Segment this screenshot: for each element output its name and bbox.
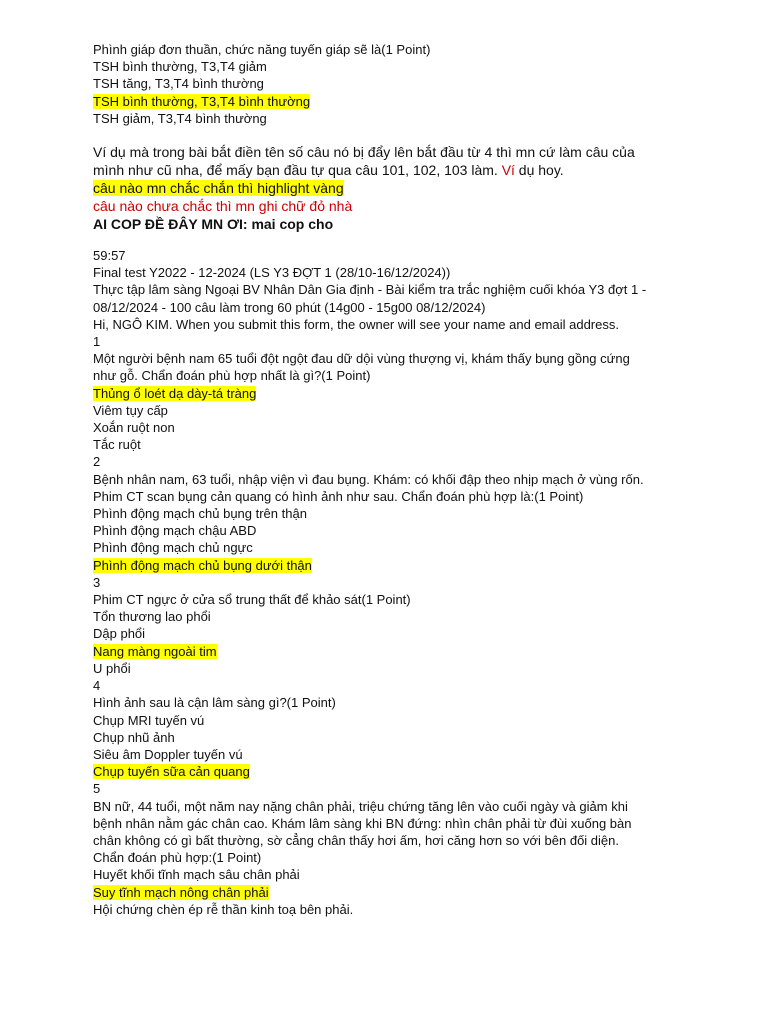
question-stem: Bệnh nhân nam, 63 tuổi, nhập viện vì đau bụng. Khám: có khối đập theo nhịp mạch ở vùng rốn. — [93, 471, 644, 487]
option: Viêm tụy cấp — [93, 402, 168, 418]
question-stem: Chẩn đoán phù hợp:(1 Point) — [93, 850, 262, 866]
question-stem: Một người bệnh nam 65 tuổi đột ngột đau dữ dội vùng thượng vị, khám thấy bụng gồng cứng — [93, 351, 630, 367]
example-note-red: Ví — [501, 162, 515, 179]
question-stem: như gỗ. Chẩn đoán phù hợp nhất là gì?(1 Point) — [93, 368, 371, 384]
bold-note: AI COP ĐỀ ĐÂY MN ƠI: mai cop cho — [93, 216, 334, 233]
option-highlighted: Nang màng ngoài tim — [93, 643, 217, 659]
option: Tắc ruột — [93, 437, 141, 453]
option: Siêu âm Doppler tuyến vú — [93, 746, 243, 762]
question-number: 2 — [93, 454, 101, 470]
option: U phổi — [93, 660, 131, 676]
form-description-line1: Thực tập lâm sàng Ngoại BV Nhân Dân Gia định - Bài kiểm tra trắc nghiệm cuối khóa Y3 đợt 1 - — [93, 282, 647, 298]
option-highlighted: Phình động mạch chủ bụng dưới thận — [93, 557, 312, 573]
notes-block — [93, 143, 693, 233]
highlight-note: câu nào mn chắc chắn thì highlight vàng — [93, 180, 344, 197]
form-header — [93, 247, 693, 333]
timer: 59:57 — [93, 248, 126, 264]
option-highlighted: Thủng ổ loét dạ dày-tá tràng — [93, 385, 257, 401]
question-number: 4 — [93, 678, 101, 694]
form-greeting: Hi, NGÔ KIM. When you submit this form, the owner will see your name and email address. — [93, 316, 619, 332]
question-number: 5 — [93, 781, 101, 797]
example-note-suffix: dụ hoy. — [514, 162, 564, 179]
option-highlighted: Suy tĩnh mạch nông chân phải — [93, 884, 269, 900]
option: TSH tăng, T3,T4 bình thường — [93, 76, 264, 92]
option: Xoắn ruột non — [93, 420, 175, 436]
example-note-line2 — [93, 161, 693, 179]
option: Huyết khối tĩnh mạch sâu chân phải — [93, 867, 300, 883]
question-5 — [93, 780, 693, 918]
option: Hội chứng chèn ép rễ thần kinh toạ bên phải. — [93, 901, 354, 917]
red-note: câu nào chưa chắc thì mn ghi chữ đỏ nhà — [93, 198, 353, 215]
question-number: 1 — [93, 334, 101, 350]
option-highlighted: TSH bình thường, T3,T4 bình thường — [93, 93, 311, 109]
question-stem: Phình giáp đơn thuần, chức năng tuyến giáp sẽ là(1 Point) — [93, 42, 431, 57]
question-stem: Phim CT ngực ở cửa sổ trung thất để khảo sát(1 Point) — [93, 592, 411, 608]
option: Phình động mạch chủ ngực — [93, 540, 253, 556]
question-stem: Hình ảnh sau là cận lâm sàng gì?(1 Point) — [93, 695, 336, 711]
question-1 — [93, 333, 693, 453]
question-4 — [93, 677, 693, 780]
question-stem: BN nữ, 44 tuổi, một năm nay nặng chân phải, triệu chứng tăng lên vào cuối ngày và giảm khi — [93, 798, 628, 814]
example-note-line1: Ví dụ mà trong bài bắt điền tên số câu nó bị đẩy lên bắt đầu từ 4 thì mn cứ làm câu của — [93, 144, 635, 161]
form-description-line2: 08/12/2024 - 100 câu làm trong 60 phút (14g00 - 15g00 08/12/2024) — [93, 299, 486, 315]
option: Chụp nhũ ảnh — [93, 729, 175, 745]
document-page — [93, 41, 693, 918]
option: TSH bình thường, T3,T4 giảm — [93, 59, 267, 75]
option-highlighted: Chụp tuyến sữa cản quang — [93, 764, 250, 780]
option: TSH giảm, T3,T4 bình thường — [93, 110, 267, 126]
example-note-text: mình như cũ nha, để mấy bạn đầu tự qua câu 101, 102, 103 làm. — [93, 162, 502, 179]
question-stem: Phim CT scan bụng cản quang có hình ảnh như sau. Chẩn đoán phù hợp là:(1 Point) — [93, 488, 584, 504]
option: Chụp MRI tuyến vú — [93, 712, 205, 728]
intro-question — [93, 41, 693, 127]
option: Tổn thương lao phổi — [93, 609, 211, 625]
option: Dập phổi — [93, 626, 146, 642]
question-3 — [93, 574, 693, 677]
option: Phình động mạch chủ bụng trên thận — [93, 506, 307, 522]
question-number: 3 — [93, 574, 101, 590]
question-stem: chân không có gì bất thường, sờ cẳng chân thấy hơi ấm, hơi căng hơn so với bên đối diện. — [93, 832, 619, 848]
question-stem: bệnh nhân nằm gác chân cao. Khám lâm sàng khi BN đứng: nhìn chân phải từ đùi xuống bàn — [93, 815, 632, 831]
form-title: Final test Y2022 - 12-2024 (LS Y3 ĐỢT 1 (28/10-16/12/2024)) — [93, 265, 451, 281]
option: Phình động mạch chậu ABD — [93, 523, 257, 539]
question-2 — [93, 453, 693, 573]
